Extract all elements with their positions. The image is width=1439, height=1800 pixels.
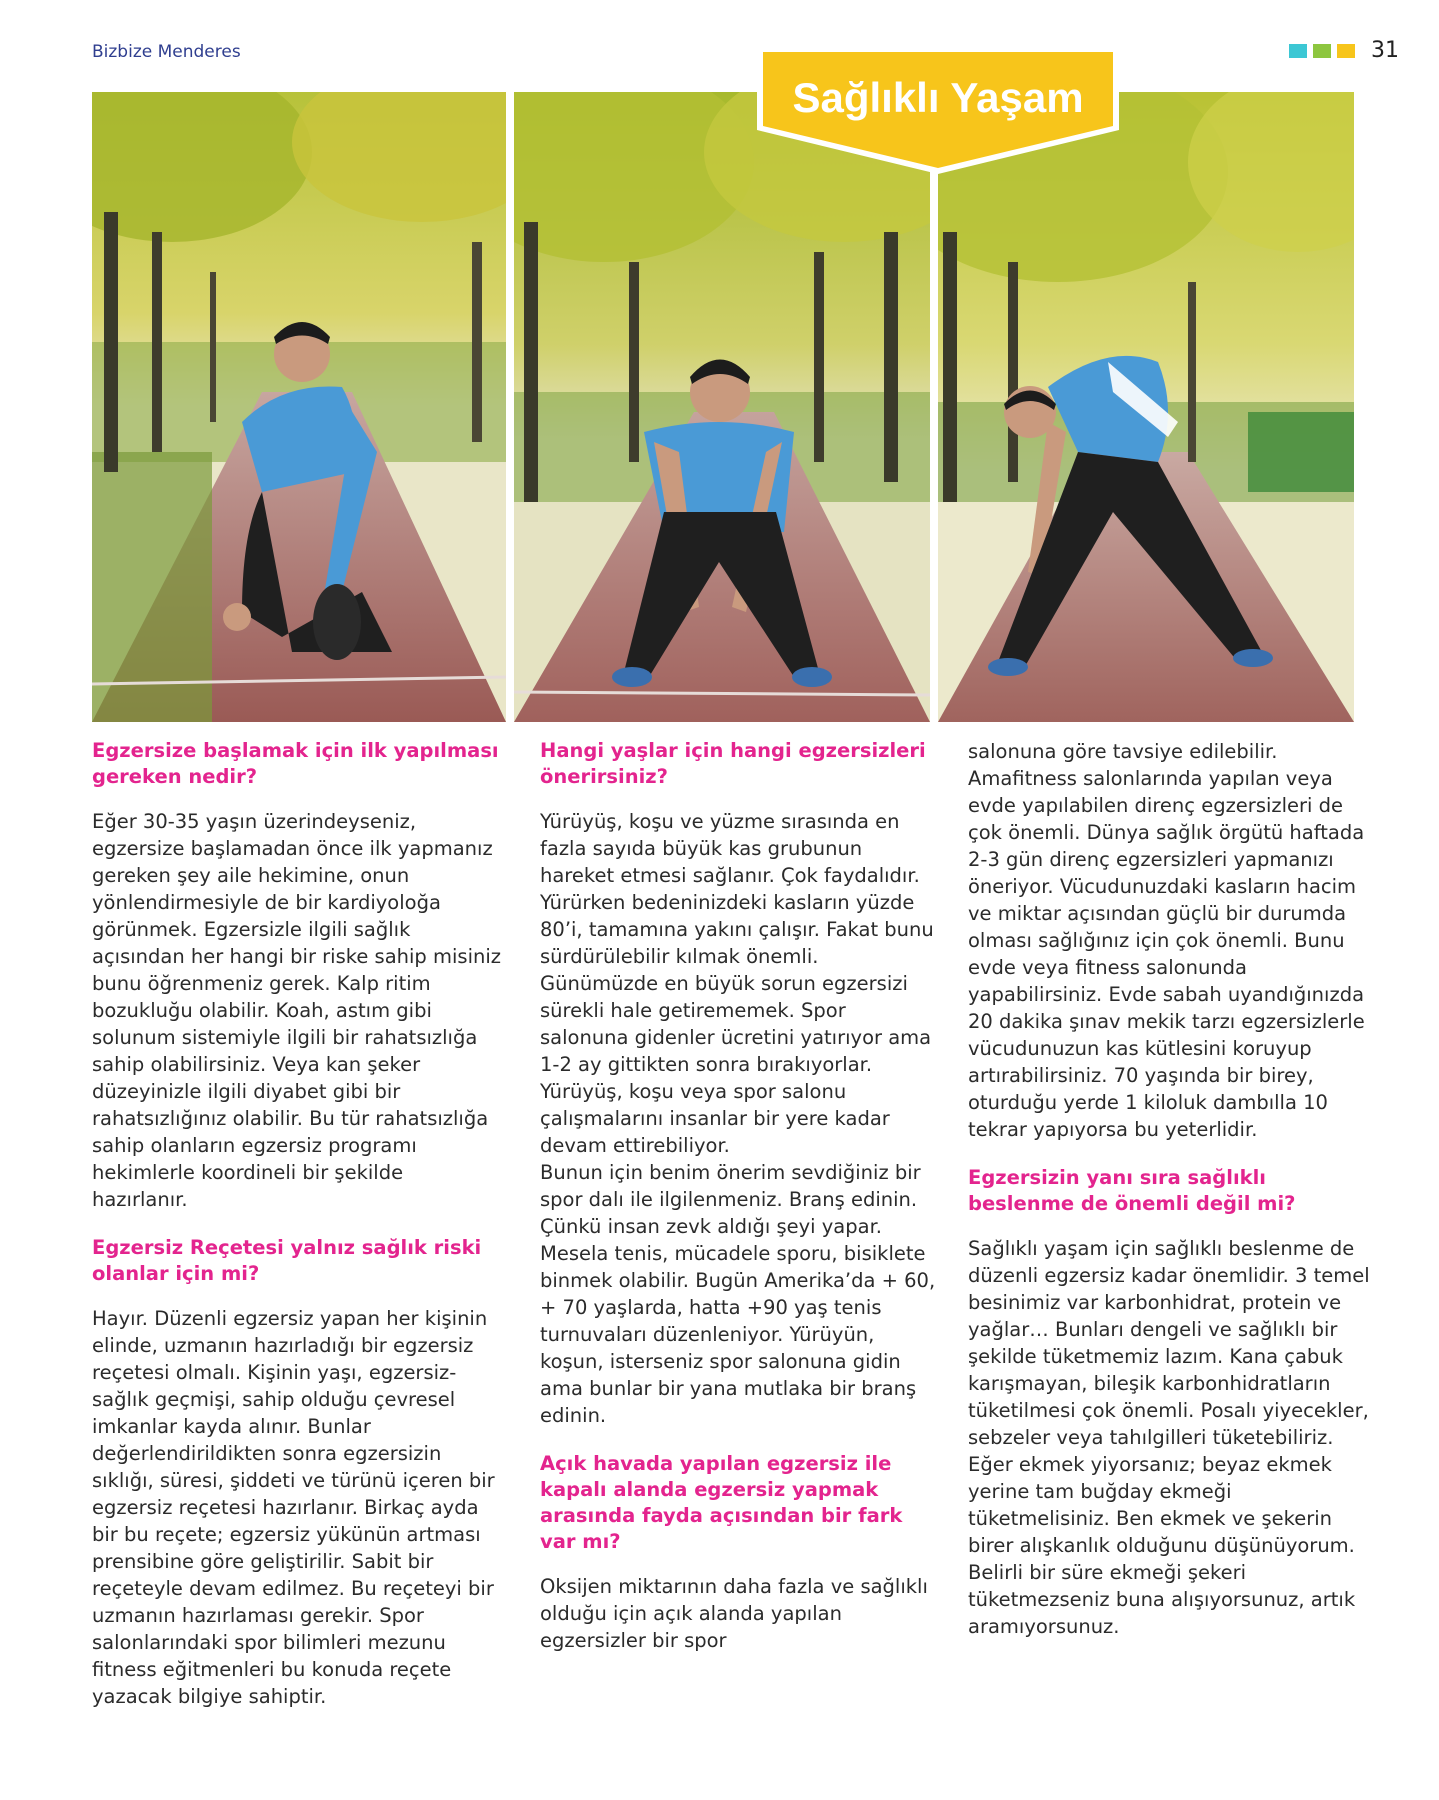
question-heading: Açık havada yapılan egzersiz ile kapalı alanda egzersiz yapmak arasında fayda açısından bir fark var mı? xyxy=(540,1452,903,1553)
answer-paragraph: Oksijen miktarının daha fazla ve sağlıklı olduğu için açık alanda yapılan egzersizler bir spor xyxy=(540,1575,928,1652)
text-column-1 xyxy=(92,738,502,1724)
page-number: 31 xyxy=(1371,38,1399,63)
publication-name: Bizbize Menderes xyxy=(92,42,241,62)
color-square-green xyxy=(1313,44,1331,58)
photo-side-stretch xyxy=(938,92,1354,722)
question-heading: Egzersize başlamak için ilk yapılması gereken nedir? xyxy=(92,739,499,788)
text-column-2 xyxy=(540,738,940,1668)
page-header-right xyxy=(1289,38,1399,63)
answer-paragraph: Sağlıklı yaşam için sağlıklı beslenme de düzenli egzersiz kadar önemlidir. 3 temel besinimiz var karbonhidrat, protein ve yağlar… Bunları dengeli ve sağlıklı bir şekilde tüketmemiz lazım. Kana çabuk karışmayan, bileşik karbonhidratların tüketilmesi çok önemli. Posalı yiyecekler, sebzeler veya tahılgilleri tüketebiliriz. Eğer ekmek yiyorsanız; beyaz ekmek yerine tam buğday ekmeği tüketmelisiniz. Ben ekmek ve şekerin birer alışkanlık olduğunu düşünüyorum. Belirli bir süre ekmeği şekeri tüketmezseniz buna alışıyorsunuz, artık aramıyorsunuz. xyxy=(968,1237,1370,1638)
answer-paragraph: Hayır. Düzenli egzersiz yapan her kişinin elinde, uzmanın hazırladığı bir egzersiz reçetesi olmalı. Kişinin yaşı, egzersiz-sağlık geçmişi, sahip olduğu çevresel imkanlar kayda alınır. Bunlar değerlendirildikten sonra egzersizin sıklığı, süresi, şiddeti ve türünü içeren bir egzersiz reçetesi hazırlanır. Birkaç ayda bir bu reçete; egzersiz yükünün artması prensibine göre geliştirilir. Sabit bir reçeteyle devam edilmez. Bu reçeteyi bir uzmanın hazırlaması gerekir. Spor salonlarındaki spor bilimleri mezunu fitness eğitmenleri bu konuda reçete yazacak bilgiye sahiptir. xyxy=(92,1307,495,1708)
photo-forward-fold xyxy=(514,92,930,722)
answer-paragraph: Eğer 30-35 yaşın üzerindeyseniz, egzersize başlamadan önce ilk yapmanız gereken şey aile hekimine, onun yönlendirmesiyle de bir kardiyoloğa görünmek. Egzersizle ilgili sağlık açısından her hangi bir riske sahip misiniz bunu öğrenmeniz gerek. Kalp ritim bozukluğu olabilir. Koah, astım gibi solunum sistemiyle ilgili bir rahatsızlığa sahip olabilirsiniz. Veya kan şeker düzeyinizle ilgili diyabet gibi bir rahatsızlığınız olabilir. Bu tür rahatsızlığa sahip olanların egzersiz programı hekimlerle koordineli bir şekilde hazırlanır. xyxy=(92,810,502,1211)
section-title: Sağlıklı Yaşam xyxy=(792,74,1084,121)
photo-kneeling-stretch xyxy=(92,92,506,722)
question-heading: Egzersiz Reçetesi yalnız sağlık riski olanlar için mi? xyxy=(92,1236,482,1285)
color-square-yellow xyxy=(1337,44,1355,58)
color-square-cyan xyxy=(1289,44,1307,58)
text-column-3 xyxy=(968,738,1378,1654)
answer-paragraph: salonuna göre tavsiye edilebilir. Amafitness salonlarında yapılan veya evde yapılabilen direnç egzersizleri de çok önemli. Dünya sağlık örgütü haftada 2-3 gün direnç egzersizleri yapmanızı öneriyor. Vücudunuzdaki kasların hacim ve miktar açısından güçlü bir durumda olması sağlığınız için çok önemli. Bunu evde veya fitness salonunda yapabilirsiniz. Evde sabah uyandığınızda 20 dakika şınav mekik tarzı egzersizlerle vücudunuzun kas kütlesini koruyup artırabilirsiniz. 70 yaşında bir birey, oturduğu yerde 1 kiloluk dambılla 10 tekrar yapıyorsa bu yeterlidir. xyxy=(968,740,1365,1141)
answer-paragraph: Yürüyüş, koşu ve yüzme sırasında en fazla sayıda büyük kas grubunun hareket etmesi sağlanır. Çok faydalıdır. Yürürken bedeninizdeki kasların yüzde 80’i, tamamına yakını çalışır. Fakat bunu sürdürülebilir kılmak önemli. Günümüzde en büyük sorun egzersizi sürekli hale getirememek. Spor salonuna gidenler ücretini yatırıyor ama 1-2 ay gittikten sonra bırakıyorlar. Yürüyüş, koşu veya spor salonu çalışmalarını insanlar bir yere kadar devam ettirebiliyor. Bunun için benim önerim sevdiğiniz bir spor dalı ile ilgilenmeniz. Branş edinin. Çünkü insan zevk aldığı şeyi yapar. Mesela tenis, mücadele sporu, bisiklete binmek olabilir. Bugün Amerika’da + 60, + 70 yaşlarda, hatta +90 yaş tenis turnuvaları düzenleniyor. Yürüyün, koşun, isterseniz spor salonuna gidin ama bunlar bir yana mutlaka bir branş edinin. xyxy=(540,810,936,1427)
question-heading: Egzersizin yanı sıra sağlıklı beslenme de önemli değil mi? xyxy=(968,1166,1296,1215)
question-heading: Hangi yaşlar için hangi egzersizleri önerirsiniz? xyxy=(540,739,926,788)
